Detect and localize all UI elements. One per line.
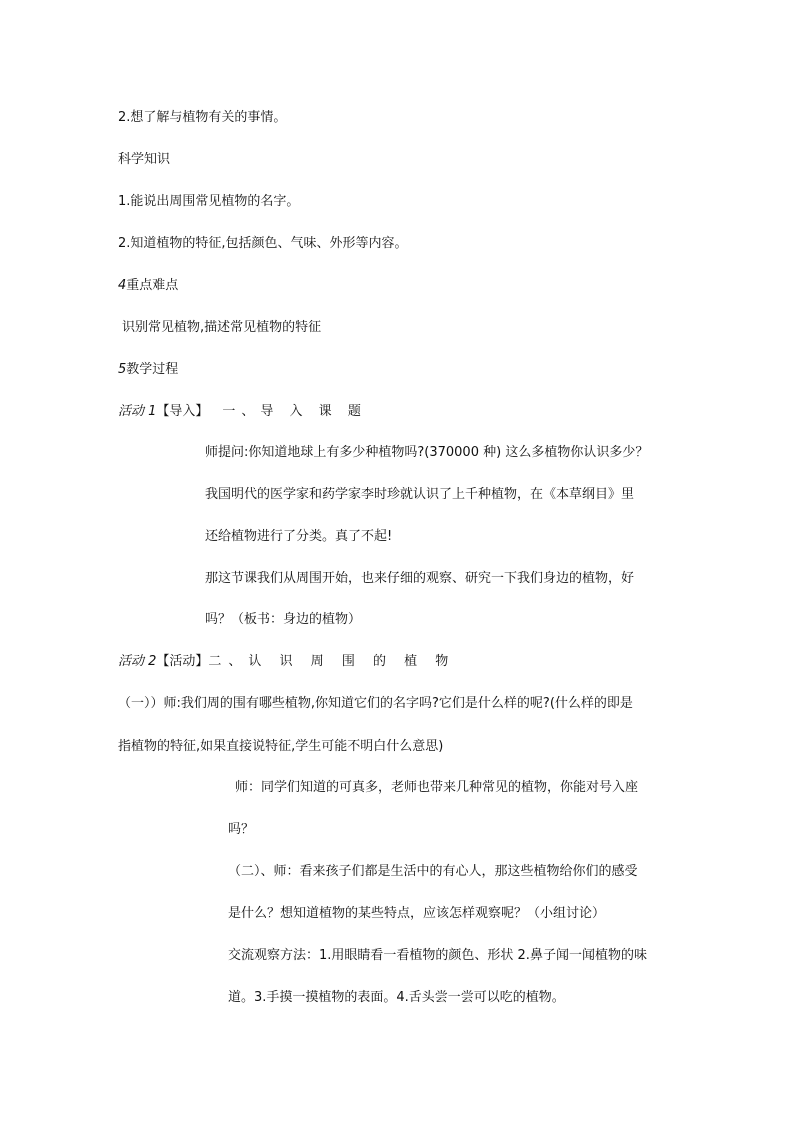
activity-1-para-1: 师提问:你知道地球上有多少种植物吗?(370000 种) 这么多植物你认识多少？	[205, 445, 649, 460]
activity-1-tag: 【导入】	[156, 404, 209, 419]
activity-2-para-2: 指植物的特征,如果直接说特征,学生可能不明白什么意思)	[118, 739, 444, 754]
objective-line-2: 2.想了解与植物有关的事情。	[118, 110, 287, 125]
activity-2-label: 活动 2	[118, 654, 157, 669]
activity-2-title: 二、认 识 周 围 的 植 物	[208, 654, 456, 669]
activity-2-para-6: 是什么？想知道植物的某些特点，应该怎样观察呢？（小组讨论）	[228, 906, 606, 921]
activity-1-para-3: 还给植物进行了分类。真了不起!	[205, 529, 393, 544]
key-points-text: 识别常见植物,描述常见植物的特征	[122, 320, 322, 335]
activity-1-title: 一、导 入 课 题	[222, 404, 367, 419]
teaching-process-title: 教学过程	[126, 362, 179, 377]
activity-1-para-2: 我国明代的医学家和药学家李时珍就认识了上千种植物，在《本草纲目》里	[205, 487, 635, 502]
knowledge-line-1: 1.能说出周围常见植物的名字。	[118, 194, 300, 209]
activity-1-label: 活动 1	[118, 404, 157, 419]
activity-2-para-3: 师：同学们知道的可真多，老师也带来几种常见的植物，你能对号入座	[235, 780, 639, 795]
activity-2-para-8: 道。3.手摸一摸植物的表面。4.舌头尝一尝可以吃的植物。	[228, 990, 565, 1005]
key-points-number: 4	[118, 278, 127, 293]
activity-1-para-4: 那这节课我们从周围开始，也来仔细的观察、研究一下我们身边的植物，好	[205, 571, 635, 586]
activity-2-para-4: 吗？	[228, 822, 255, 837]
knowledge-line-2: 2.知道植物的特征,包括颜色、气味、外形等内容。	[118, 236, 408, 251]
key-points-heading	[118, 279, 178, 292]
activity-2-para-5: （二）、师：看来孩子们都是生活中的有心人，那这些植物给你们的感受	[228, 864, 638, 879]
activity-1-para-5: 吗？（板书：身边的植物）	[205, 612, 362, 627]
activity-2-tag: 【活动】	[156, 654, 209, 669]
activity-2-heading	[118, 655, 455, 668]
activity-2-para-1: （一））师:我们周的围有哪些植物,你知道它们的名字吗?它们是什么样的呢?(什么样的即是	[118, 696, 633, 711]
teaching-process-heading	[118, 363, 178, 376]
activity-1-heading	[118, 405, 367, 418]
key-points-title: 重点难点	[126, 278, 179, 293]
teaching-process-number: 5	[118, 362, 127, 377]
activity-2-para-7: 交流观察方法：1.用眼睛看一看植物的颜色、形状 2.鼻子闻一闻植物的味	[228, 948, 647, 963]
section-heading-science-knowledge: 科学知识	[118, 152, 171, 167]
